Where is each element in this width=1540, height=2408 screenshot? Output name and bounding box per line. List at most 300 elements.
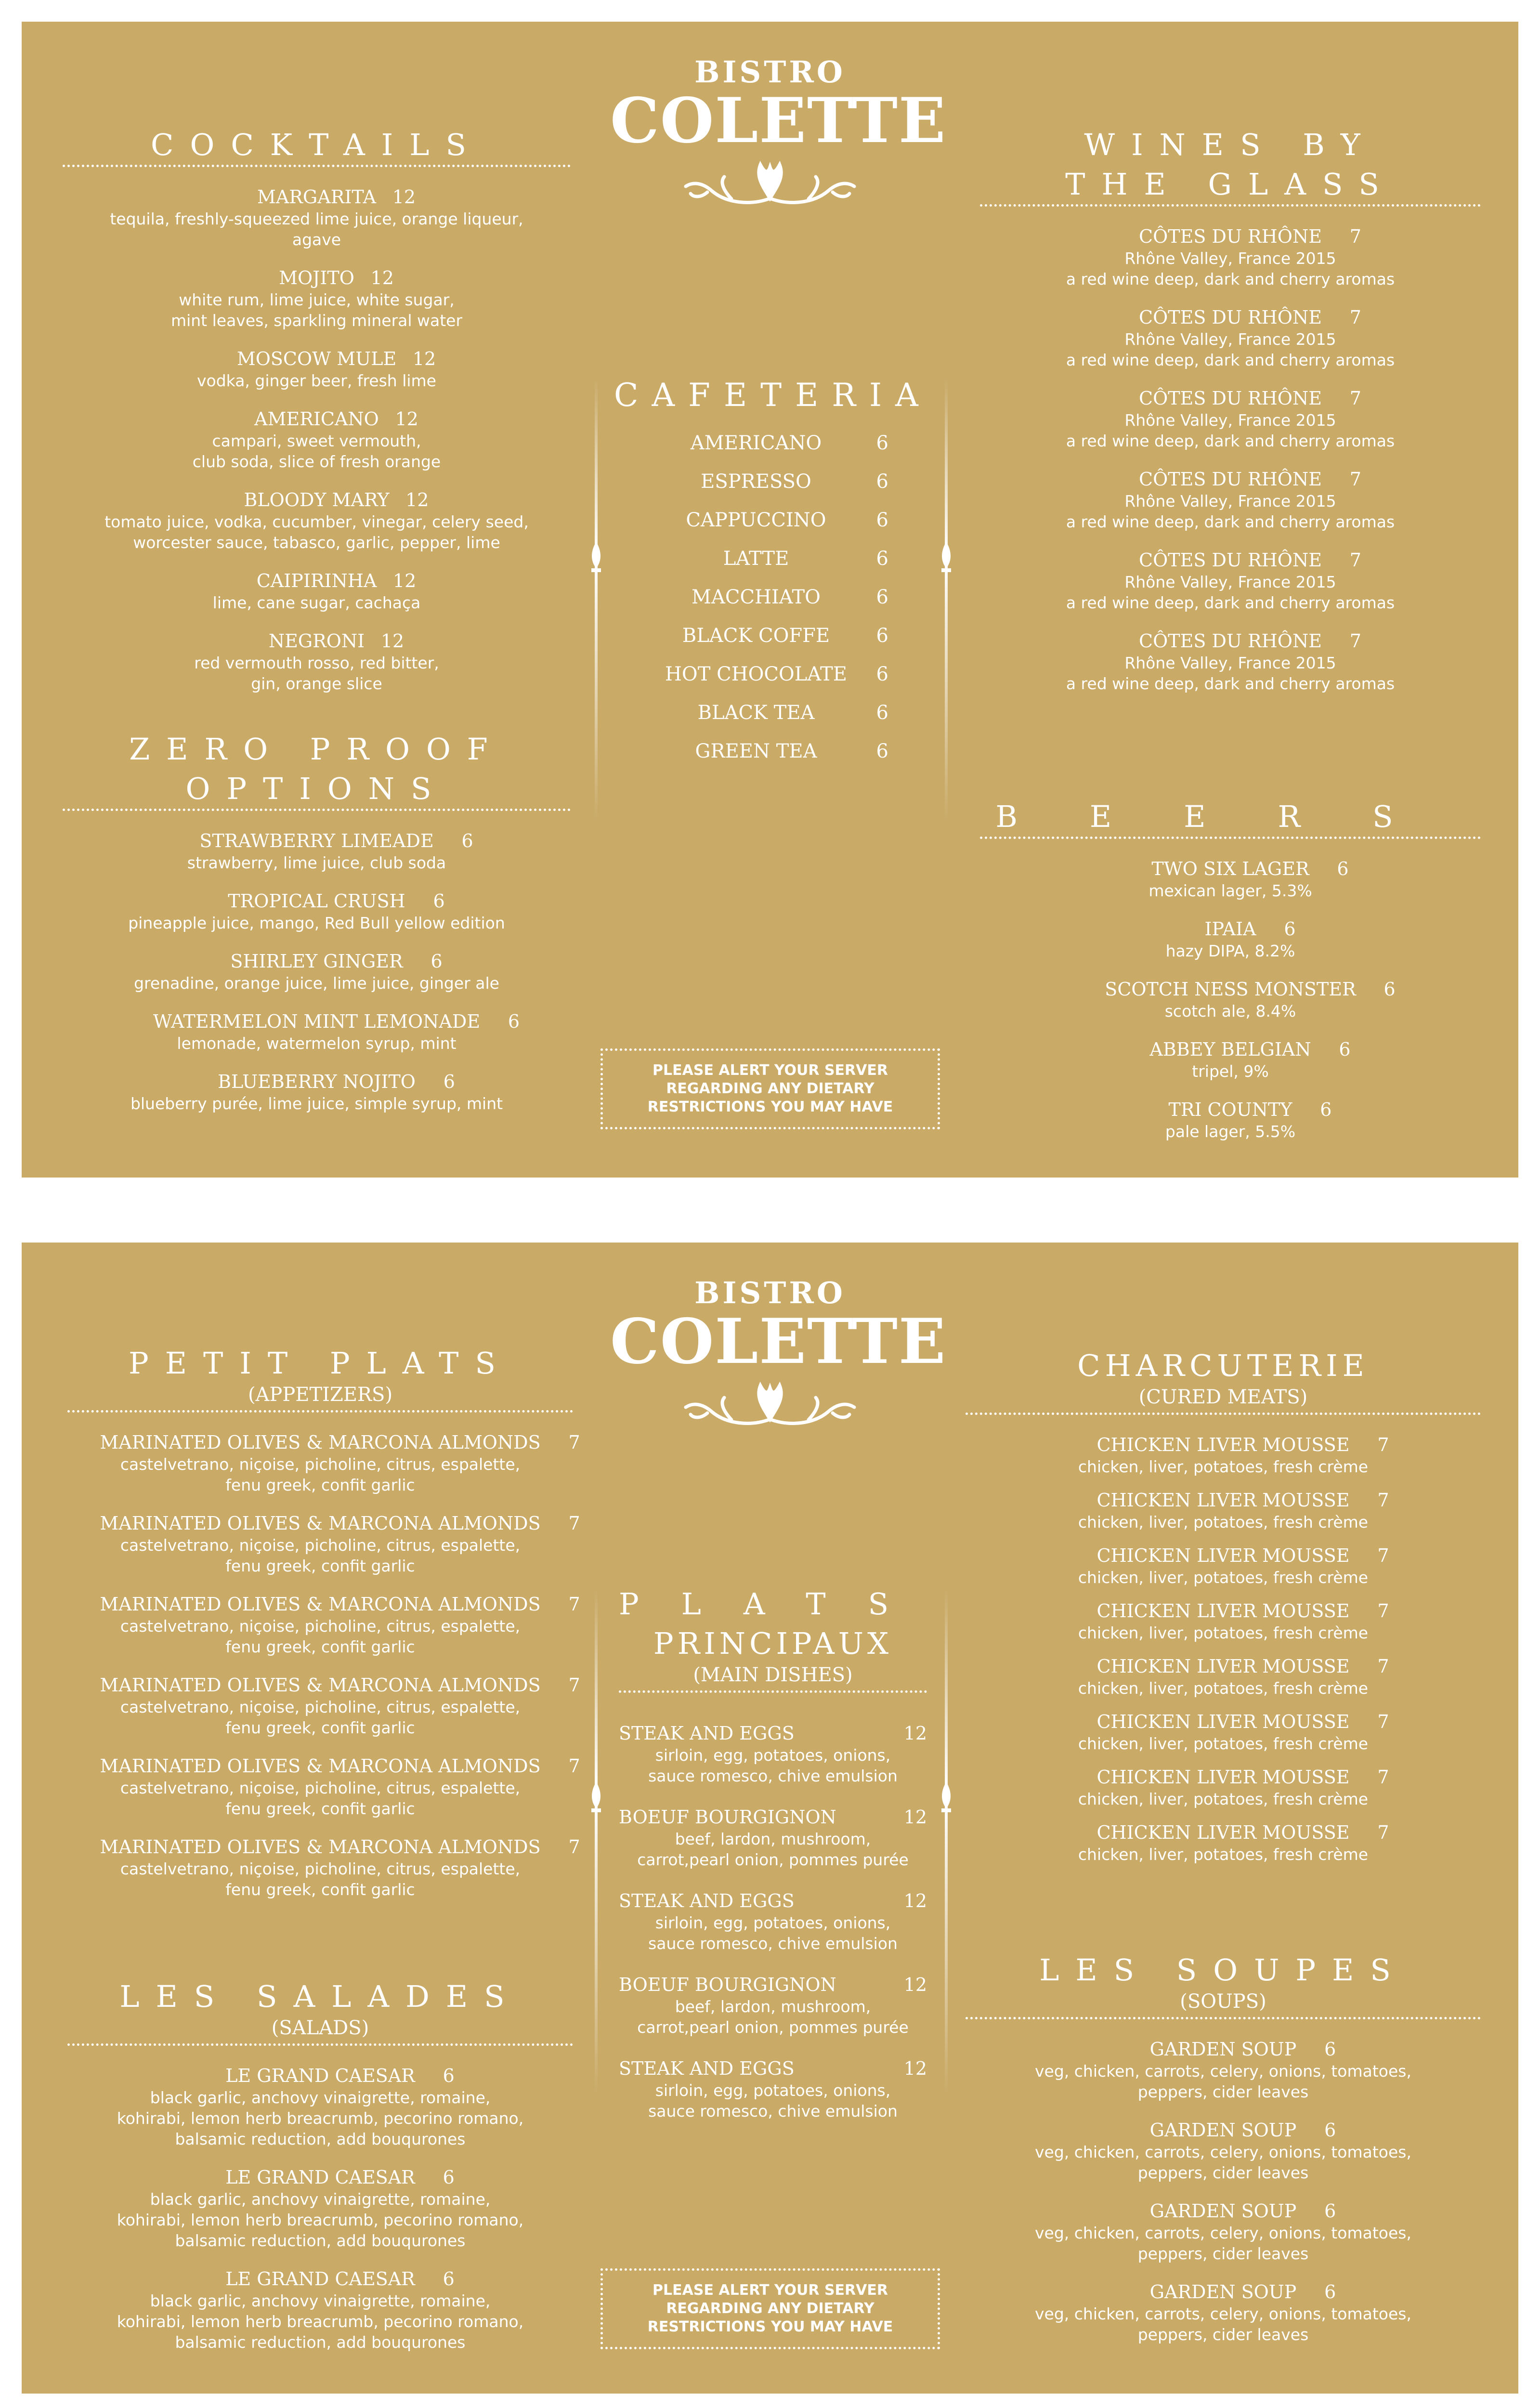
menu-item-name: MARGARITA 12 — [257, 186, 416, 208]
menu-item — [63, 829, 571, 873]
menu-item-price: 12 — [903, 2058, 927, 2079]
zero-proof-title-line2: OPTIONS — [185, 771, 448, 806]
menu-item-price: 12 — [903, 1974, 927, 1995]
menu-item-description: a red wine deep, dark and cherry aromas — [1066, 512, 1395, 531]
menu-item — [67, 2064, 573, 2149]
menu-item — [63, 347, 571, 391]
beers-title: BEERS — [995, 799, 1465, 834]
menu-item-description: hazy DIPA, 8.2% — [1165, 942, 1295, 960]
menu-item — [67, 2166, 573, 2251]
soupes-section — [966, 1950, 1481, 2361]
dietary-alert-box — [600, 1048, 940, 1129]
menu-item — [63, 488, 571, 553]
menu-item-name: CÔTES DU RHÔNE 7 — [1139, 630, 1361, 652]
menu-item — [966, 1599, 1481, 1643]
menu-item — [966, 2199, 1481, 2264]
wines-title-line2: THE GLASS — [1065, 167, 1396, 202]
menu-item-name: MARINATED OLIVES & MARCONA ALMONDS 7 — [100, 1836, 580, 1858]
menu-item-price: 7 — [1377, 1545, 1389, 1566]
plats-subtitle: (MAIN DISHES) — [693, 1664, 853, 1686]
menu-item-price: 6 — [876, 471, 888, 493]
menu-item — [614, 694, 927, 732]
menu-item-description: castelvetrano, niçoise, picholine, citrus, espalette, — [120, 1617, 521, 1636]
menu-item-price: 6 — [876, 663, 888, 685]
menu-item-name: TRI COUNTY 6 — [1168, 1099, 1332, 1120]
menu-item-description: sirloin, egg, potatoes, onions, — [655, 2081, 891, 2100]
alert-line: REGARDING ANY DIETARY — [666, 2300, 874, 2317]
menu-item — [619, 2057, 927, 2121]
menu-item-description: sirloin, egg, potatoes, onions, — [655, 1913, 891, 1932]
menu-item-name: WATERMELON MINT LEMONADE 6 — [153, 1011, 520, 1032]
menu-item — [67, 1431, 580, 1495]
dotted-divider — [980, 204, 1481, 207]
menu-item-price: 6 — [876, 509, 888, 531]
menu-item-name: GARDEN SOUP 6 — [1149, 2039, 1336, 2060]
menu-item-price: 12 — [395, 408, 418, 430]
cocktails-section — [63, 125, 571, 710]
menu-item-description: a red wine deep, dark and cherry aromas — [1066, 674, 1395, 693]
menu-item-name: BLACK COFFE — [682, 625, 830, 647]
menu-item-description: a red wine deep, dark and cherry aromas — [1066, 432, 1395, 450]
menu-item-description: peppers, cider leaves — [1137, 2082, 1309, 2101]
menu-item — [980, 857, 1481, 901]
alert-line: PLEASE ALERT YOUR SERVER — [653, 1062, 888, 1079]
menu-item-price: 6 — [1339, 1039, 1351, 1060]
menu-item-price: 7 — [1377, 1822, 1389, 1843]
menu-item-price: 6 — [443, 2167, 455, 2188]
menu-item-description: a red wine deep, dark and cherry aromas — [1066, 270, 1395, 288]
menu-item — [63, 185, 571, 250]
alert-line: PLEASE ALERT YOUR SERVER — [653, 2282, 888, 2299]
menu-item-name: MACCHIATO — [692, 586, 821, 608]
dotted-divider — [619, 1690, 927, 1693]
menu-item-price: 6 — [1337, 858, 1349, 879]
menu-item-description: lime, cane sugar, cachaça — [212, 593, 421, 612]
charcuterie-section — [966, 1346, 1481, 1876]
menu-item-name: BOEUF BOURGIGNON — [619, 1974, 836, 1995]
menu-item-description: black garlic, anchovy vinaigrette, romaine, — [150, 2190, 491, 2209]
menu-item-price: 7 — [568, 1432, 580, 1453]
menu-item-price: 7 — [1349, 630, 1361, 652]
menu-item-description: peppers, cider leaves — [1137, 2325, 1309, 2344]
menu-item-price: 6 — [876, 548, 888, 570]
menu-item-description: veg, chicken, carrots, celery, onions, tomatoes, — [1035, 2143, 1411, 2161]
menu-item-description: pineapple juice, mango, Red Bull yellow edition — [128, 914, 505, 932]
alert-line: RESTRICTIONS YOU MAY HAVE — [647, 1099, 893, 1115]
menu-item-price: 6 — [508, 1011, 520, 1032]
menu-item — [614, 539, 927, 578]
menu-item — [980, 917, 1481, 961]
menu-item-price: 7 — [568, 1513, 580, 1534]
menu-item — [614, 501, 927, 539]
menu-item — [614, 462, 927, 501]
menu-item-price: 7 — [1349, 388, 1361, 409]
menu-item — [63, 266, 571, 331]
menu-item-price: 7 — [1349, 469, 1361, 490]
menu-item-description: red vermouth rosso, red bitter, — [194, 654, 439, 672]
menu-item-description: Rhône Valley, France 2015 — [1124, 330, 1336, 349]
menu-item-price: 6 — [1324, 2200, 1336, 2222]
menu-item-description: a red wine deep, dark and cherry aromas — [1066, 593, 1395, 612]
menu-item-description: gin, orange slice — [251, 674, 382, 693]
menu-item-description: vodka, ginger beer, fresh lime — [197, 371, 436, 390]
menu-item — [67, 2267, 573, 2353]
menu-item-description: Rhône Valley, France 2015 — [1124, 249, 1336, 268]
menu-item-name: GARDEN SOUP 6 — [1149, 2281, 1336, 2303]
menu-item-description: chicken, liver, potatoes, fresh crème — [1078, 1790, 1369, 1808]
menu-item-description: castelvetrano, niçoise, picholine, citrus, espalette, — [120, 1536, 521, 1555]
menu-item-description: kohirabi, lemon herb breacrumb, pecorino romano, — [117, 2312, 524, 2331]
menu-item-description: Rhône Valley, France 2015 — [1124, 573, 1336, 591]
menu-item-name: AMERICANO 12 — [254, 408, 418, 430]
menu-item-name: MARINATED OLIVES & MARCONA ALMONDS 7 — [100, 1675, 580, 1696]
menu-item — [980, 978, 1481, 1021]
menu-item-name: BOEUF BOURGIGNON — [619, 1806, 836, 1828]
menu-item — [966, 1544, 1481, 1588]
menu-item-description: scotch ale, 8.4% — [1164, 1002, 1296, 1021]
menu-item-description: castelvetrano, niçoise, picholine, citrus, espalette, — [120, 1859, 521, 1878]
logo-bistro: BISTRO — [694, 1275, 846, 1310]
menu-item — [63, 950, 571, 994]
menu-item-price: 6 — [461, 830, 473, 851]
menu-item — [63, 569, 571, 613]
menu-item-name: GREEN TEA — [695, 740, 817, 762]
menu-item-price: 12 — [903, 1806, 927, 1828]
menu-item-name: BLOODY MARY 12 — [244, 489, 429, 510]
menu-item — [966, 1433, 1481, 1477]
menu-item-price: 6 — [876, 586, 888, 608]
menu-item-price: 12 — [412, 348, 436, 369]
menu-item-description: campari, sweet vermouth, — [212, 432, 421, 450]
menu-item-price: 7 — [1349, 226, 1361, 247]
menu-item-description: kohirabi, lemon herb breacrumb, pecorino romano, — [117, 2211, 524, 2229]
menu-item — [966, 2280, 1481, 2345]
menu-item-price: 7 — [1349, 550, 1361, 571]
menu-item-name: MARINATED OLIVES & MARCONA ALMONDS 7 — [100, 1755, 580, 1777]
logo-colette: COLETTE — [610, 1306, 947, 1378]
bistro-logo — [610, 1275, 947, 1433]
logo-bistro: BISTRO — [694, 54, 846, 90]
menu-item-name: AMERICANO — [690, 432, 822, 454]
alert-line: REGARDING ANY DIETARY — [666, 1080, 874, 1097]
dotted-divider — [63, 809, 571, 811]
bistro-logo — [610, 54, 947, 212]
wines-section — [980, 125, 1481, 710]
menu-item-description: white rum, lime juice, white sugar, — [179, 290, 455, 309]
menu-item-description: beef, lardon, mushroom, — [675, 1830, 871, 1848]
menu-item-description: lemonade, watermelon syrup, mint — [177, 1034, 457, 1053]
menu-item-description: mint leaves, sparkling mineral water — [170, 311, 463, 330]
menu-item-name: CÔTES DU RHÔNE 7 — [1139, 307, 1361, 328]
menu-item-description: castelvetrano, niçoise, picholine, citrus, espalette, — [120, 1779, 521, 1797]
dotted-divider — [966, 1413, 1481, 1415]
menu-item-header — [619, 1806, 927, 1829]
menu-item-description: worcester sauce, tabasco, garlic, pepper, lime — [133, 533, 500, 552]
menu-item — [966, 1766, 1481, 1809]
menu-item-price: 6 — [433, 890, 445, 912]
menu-item-price: 7 — [1377, 1434, 1389, 1455]
menu-item-price: 12 — [903, 1890, 927, 1911]
menu-item-description: balsamic reduction, add bouqurones — [175, 2333, 466, 2352]
menu-item-price: 12 — [380, 630, 405, 652]
menu-item-description: black garlic, anchovy vinaigrette, romaine, — [150, 2088, 491, 2107]
menu-item-description: Rhône Valley, France 2015 — [1124, 411, 1336, 430]
menu-item-description: fenu greek, confit garlic — [225, 1718, 415, 1737]
plats-title-line2: PRINCIPAUX — [653, 1626, 893, 1661]
menu-item-name: MARINATED OLIVES & MARCONA ALMONDS 7 — [100, 1432, 580, 1453]
menu-item-name: STRAWBERRY LIMEADE 6 — [199, 830, 473, 851]
menu-item-price: 7 — [1377, 1490, 1389, 1511]
menu-item-description: sauce romesco, chive emulsion — [648, 2102, 898, 2120]
menu-item — [619, 1722, 927, 1786]
menu-item-description: fenu greek, confit garlic — [225, 1799, 415, 1818]
menu-item-price: 6 — [443, 2065, 455, 2086]
menu-item-name: STEAK AND EGGS — [619, 2058, 795, 2079]
menu-item-name: TROPICAL CRUSH 6 — [228, 890, 445, 912]
menu-item-description: veg, chicken, carrots, celery, onions, tomatoes, — [1035, 2304, 1411, 2323]
menu-item-header — [619, 1973, 927, 1996]
menu-item-description: kohirabi, lemon herb breacrumb, pecorino romano, — [117, 2109, 524, 2128]
menu-item-name: CHICKEN LIVER MOUSSE 7 — [1096, 1490, 1389, 1511]
menu-item-description: fenu greek, confit garlic — [225, 1557, 415, 1575]
menu-item-name: CHICKEN LIVER MOUSSE 7 — [1096, 1600, 1389, 1622]
menu-item-name: IPAIA 6 — [1204, 918, 1296, 940]
menu-item-description: Rhône Valley, France 2015 — [1124, 492, 1336, 510]
menu-item-name: MARINATED OLIVES & MARCONA ALMONDS 7 — [100, 1513, 580, 1534]
menu-item-name: SHIRLEY GINGER 6 — [230, 951, 443, 972]
menu-item-price: 6 — [1320, 1099, 1332, 1120]
plats-principaux-section — [619, 1584, 931, 2141]
menu-item-description: beef, lardon, mushroom, — [675, 1997, 871, 2016]
menu-item — [980, 225, 1481, 289]
menu-item-price: 7 — [568, 1594, 580, 1615]
menu-item-price: 6 — [876, 432, 888, 454]
menu-item-name: CAPPUCCINO — [686, 509, 826, 531]
menu-item-description: mexican lager, 5.3% — [1148, 881, 1312, 900]
menu-item-description: chicken, liver, potatoes, fresh crème — [1078, 1845, 1369, 1864]
menu-page-food — [22, 1243, 1518, 2394]
menu-item-description: chicken, liver, potatoes, fresh crème — [1078, 1513, 1369, 1531]
menu-item-description: club soda, slice of fresh orange — [192, 452, 441, 471]
menu-item-description: agave — [292, 230, 341, 249]
menu-item — [63, 1010, 571, 1054]
menu-item-name: CHICKEN LIVER MOUSSE 7 — [1096, 1434, 1389, 1455]
menu-item-price: 12 — [392, 186, 416, 208]
menu-item-price: 12 — [392, 570, 417, 591]
menu-item-name: TWO SIX LAGER 6 — [1151, 858, 1349, 879]
menu-item-description: chicken, liver, potatoes, fresh crème — [1078, 1568, 1369, 1587]
menu-item-description: grenadine, orange juice, lime juice, ginger ale — [134, 974, 499, 993]
menu-item-description: a red wine deep, dark and cherry aromas — [1066, 351, 1395, 369]
menu-item-description: black garlic, anchovy vinaigrette, romaine, — [150, 2291, 491, 2310]
menu-item-header — [619, 2057, 927, 2080]
menu-item-name: CHICKEN LIVER MOUSSE 7 — [1096, 1767, 1389, 1788]
menu-item — [980, 549, 1481, 613]
menu-item-name: BLUEBERRY NOJITO 6 — [218, 1071, 455, 1092]
menu-page-drinks — [22, 22, 1518, 1178]
menu-item-description: fenu greek, confit garlic — [225, 1880, 415, 1899]
menu-item-description: chicken, liver, potatoes, fresh crème — [1078, 1623, 1369, 1642]
floral-ornament-icon — [679, 1374, 861, 1431]
salades-subtitle: (SALADS) — [271, 2017, 369, 2039]
menu-item — [614, 732, 927, 771]
menu-item-price: 7 — [568, 1675, 580, 1696]
menu-item-description: balsamic reduction, add bouqurones — [175, 2130, 466, 2148]
menu-item-name: ABBEY BELGIAN 6 — [1149, 1039, 1351, 1060]
beers-section — [980, 797, 1481, 1158]
menu-item-price: 12 — [903, 1723, 927, 1744]
menu-item — [63, 629, 571, 694]
menu-item-name: CHICKEN LIVER MOUSSE 7 — [1096, 1545, 1389, 1566]
menu-item-description: veg, chicken, carrots, celery, onions, tomatoes, — [1035, 2062, 1411, 2081]
menu-item — [980, 1038, 1481, 1082]
cocktails-title: COCKTAILS — [151, 127, 483, 162]
menu-item — [966, 1489, 1481, 1532]
menu-item-price: 12 — [370, 267, 394, 288]
menu-item — [980, 629, 1481, 694]
menu-item-description: chicken, liver, potatoes, fresh crème — [1078, 1457, 1369, 1476]
menu-item-description: castelvetrano, niçoise, picholine, citrus, espalette, — [120, 1455, 521, 1474]
menu-item-name: LE GRAND CAESAR 6 — [225, 2268, 455, 2290]
menu-item-description: tomato juice, vodka, cucumber, vinegar, celery seed, — [104, 512, 529, 531]
menu-item-price: 7 — [568, 1836, 580, 1858]
menu-item-price: 6 — [431, 951, 443, 972]
menu-item — [63, 1070, 571, 1114]
menu-item-description: chicken, liver, potatoes, fresh crème — [1078, 1679, 1369, 1698]
menu-item-price: 7 — [1377, 1711, 1389, 1732]
menu-item-description: peppers, cider leaves — [1137, 2163, 1309, 2182]
menu-item-price: 6 — [876, 702, 888, 724]
menu-item-name: LATTE — [723, 548, 789, 570]
charcuterie-title: CHARCUTERIE — [1077, 1348, 1369, 1383]
menu-item-price: 6 — [1324, 2281, 1336, 2303]
menu-item-price: 6 — [1383, 979, 1396, 1000]
dotted-divider — [67, 2043, 573, 2046]
menu-item-description: tripel, 9% — [1192, 1062, 1269, 1081]
menu-item-price: 6 — [443, 2268, 455, 2290]
plats-title-line1: PLATS — [619, 1586, 931, 1622]
menu-item — [67, 1512, 580, 1576]
menu-item — [980, 1098, 1481, 1142]
menu-item-price: 7 — [1377, 1656, 1389, 1677]
menu-item-price: 6 — [1284, 918, 1296, 940]
menu-item-name: GARDEN SOUP 6 — [1149, 2200, 1336, 2222]
menu-item-name: LE GRAND CAESAR 6 — [225, 2167, 455, 2188]
dotted-divider — [966, 2017, 1481, 2019]
menu-item-name: ESPRESSO — [701, 471, 811, 493]
menu-item — [619, 1889, 927, 1954]
menu-item-description: balsamic reduction, add bouqurones — [175, 2231, 466, 2250]
menu-item — [67, 1674, 580, 1738]
menu-item-description: sauce romesco, chive emulsion — [648, 1934, 898, 1953]
menu-item-name: CHICKEN LIVER MOUSSE 7 — [1096, 1656, 1389, 1677]
wines-title-line1: WINES BY — [1084, 127, 1377, 162]
menu-item — [67, 1835, 580, 1900]
menu-item-price: 7 — [568, 1755, 580, 1777]
menu-item-price: 12 — [405, 489, 429, 510]
menu-item — [980, 387, 1481, 451]
menu-item-description: fenu greek, confit garlic — [225, 1637, 415, 1656]
vertical-ornament-right — [944, 378, 949, 821]
dotted-divider — [980, 837, 1481, 839]
menu-item-description: carrot,pearl onion, pommes purée — [637, 2018, 909, 2037]
petit-plats-title: PETIT PLATS — [129, 1346, 512, 1381]
menu-item — [966, 1655, 1481, 1699]
menu-item-description: pale lager, 5.5% — [1165, 1122, 1296, 1141]
logo-colette: COLETTE — [610, 85, 947, 157]
floral-ornament-icon — [679, 153, 861, 210]
menu-item-name: CÔTES DU RHÔNE 7 — [1139, 226, 1361, 247]
alert-line: RESTRICTIONS YOU MAY HAVE — [647, 2318, 893, 2335]
menu-item-description: Rhône Valley, France 2015 — [1124, 654, 1336, 672]
menu-item-name: HOT CHOCOLATE — [665, 663, 847, 685]
menu-item-name: STEAK AND EGGS — [619, 1723, 795, 1744]
menu-item-name: MOSCOW MULE 12 — [236, 348, 436, 369]
zero-proof-title-line1: ZERO PROOF — [129, 732, 504, 767]
menu-item — [966, 1821, 1481, 1865]
petit-plats-section — [67, 1344, 580, 1916]
menu-item — [63, 890, 571, 933]
salades-title: LES SALADES — [119, 1979, 521, 2014]
soupes-subtitle: (SOUPS) — [1180, 1990, 1266, 2013]
dotted-divider — [67, 1410, 573, 1413]
vertical-ornament-left — [594, 1589, 599, 2095]
menu-item — [980, 468, 1481, 532]
menu-item — [614, 616, 927, 655]
menu-item-price: 7 — [1377, 1767, 1389, 1788]
menu-item-description: castelvetrano, niçoise, picholine, citrus, espalette, — [120, 1698, 521, 1716]
menu-item-name: CHICKEN LIVER MOUSSE 7 — [1096, 1822, 1389, 1843]
salades-section — [67, 1977, 573, 2369]
vertical-ornament-left — [594, 378, 599, 821]
menu-item-price: 6 — [1324, 2039, 1336, 2060]
menu-item-description: peppers, cider leaves — [1137, 2244, 1309, 2263]
menu-item-price: 6 — [876, 625, 888, 647]
soupes-title: LES SOUPES — [1039, 1952, 1407, 1988]
menu-item — [966, 1710, 1481, 1754]
menu-item-name: BLACK TEA — [697, 702, 815, 724]
menu-item-description: chicken, liver, potatoes, fresh crème — [1078, 1734, 1369, 1753]
menu-item — [619, 1806, 927, 1870]
petit-plats-subtitle: (APPETIZERS) — [248, 1384, 393, 1406]
menu-item-description: carrot,pearl onion, pommes purée — [637, 1850, 909, 1869]
menu-item-description: blueberry purée, lime juice, simple syrup, mint — [130, 1094, 503, 1113]
zero-proof-section — [63, 730, 571, 1130]
menu-item — [614, 578, 927, 616]
menu-item-price: 6 — [1324, 2120, 1336, 2141]
dotted-divider — [63, 165, 571, 167]
menu-item-description: sauce romesco, chive emulsion — [648, 1767, 898, 1785]
menu-item-name: CÔTES DU RHÔNE 7 — [1139, 388, 1361, 409]
menu-item — [67, 1593, 580, 1657]
menu-item-header — [619, 1722, 927, 1745]
menu-item-name: MARINATED OLIVES & MARCONA ALMONDS 7 — [100, 1594, 580, 1615]
menu-item-name: GARDEN SOUP 6 — [1149, 2120, 1336, 2141]
menu-item-name: NEGRONI 12 — [268, 630, 405, 652]
menu-item-name: MOJITO 12 — [279, 267, 394, 288]
menu-item — [614, 424, 927, 462]
menu-item — [67, 1754, 580, 1819]
cafeteria-section — [614, 376, 932, 771]
charcuterie-subtitle: (CURED MEATS) — [1138, 1386, 1308, 1408]
menu-item-description: strawberry, lime juice, club soda — [187, 853, 446, 872]
menu-item-description: tequila, freshly-squeezed lime juice, orange liqueur, — [110, 209, 523, 228]
menu-item-header — [619, 1889, 927, 1912]
menu-item-price: 6 — [876, 740, 888, 762]
menu-item — [614, 655, 927, 694]
menu-item-name: SCOTCH NESS MONSTER 6 — [1105, 979, 1396, 1000]
dietary-alert-box — [600, 2268, 940, 2349]
